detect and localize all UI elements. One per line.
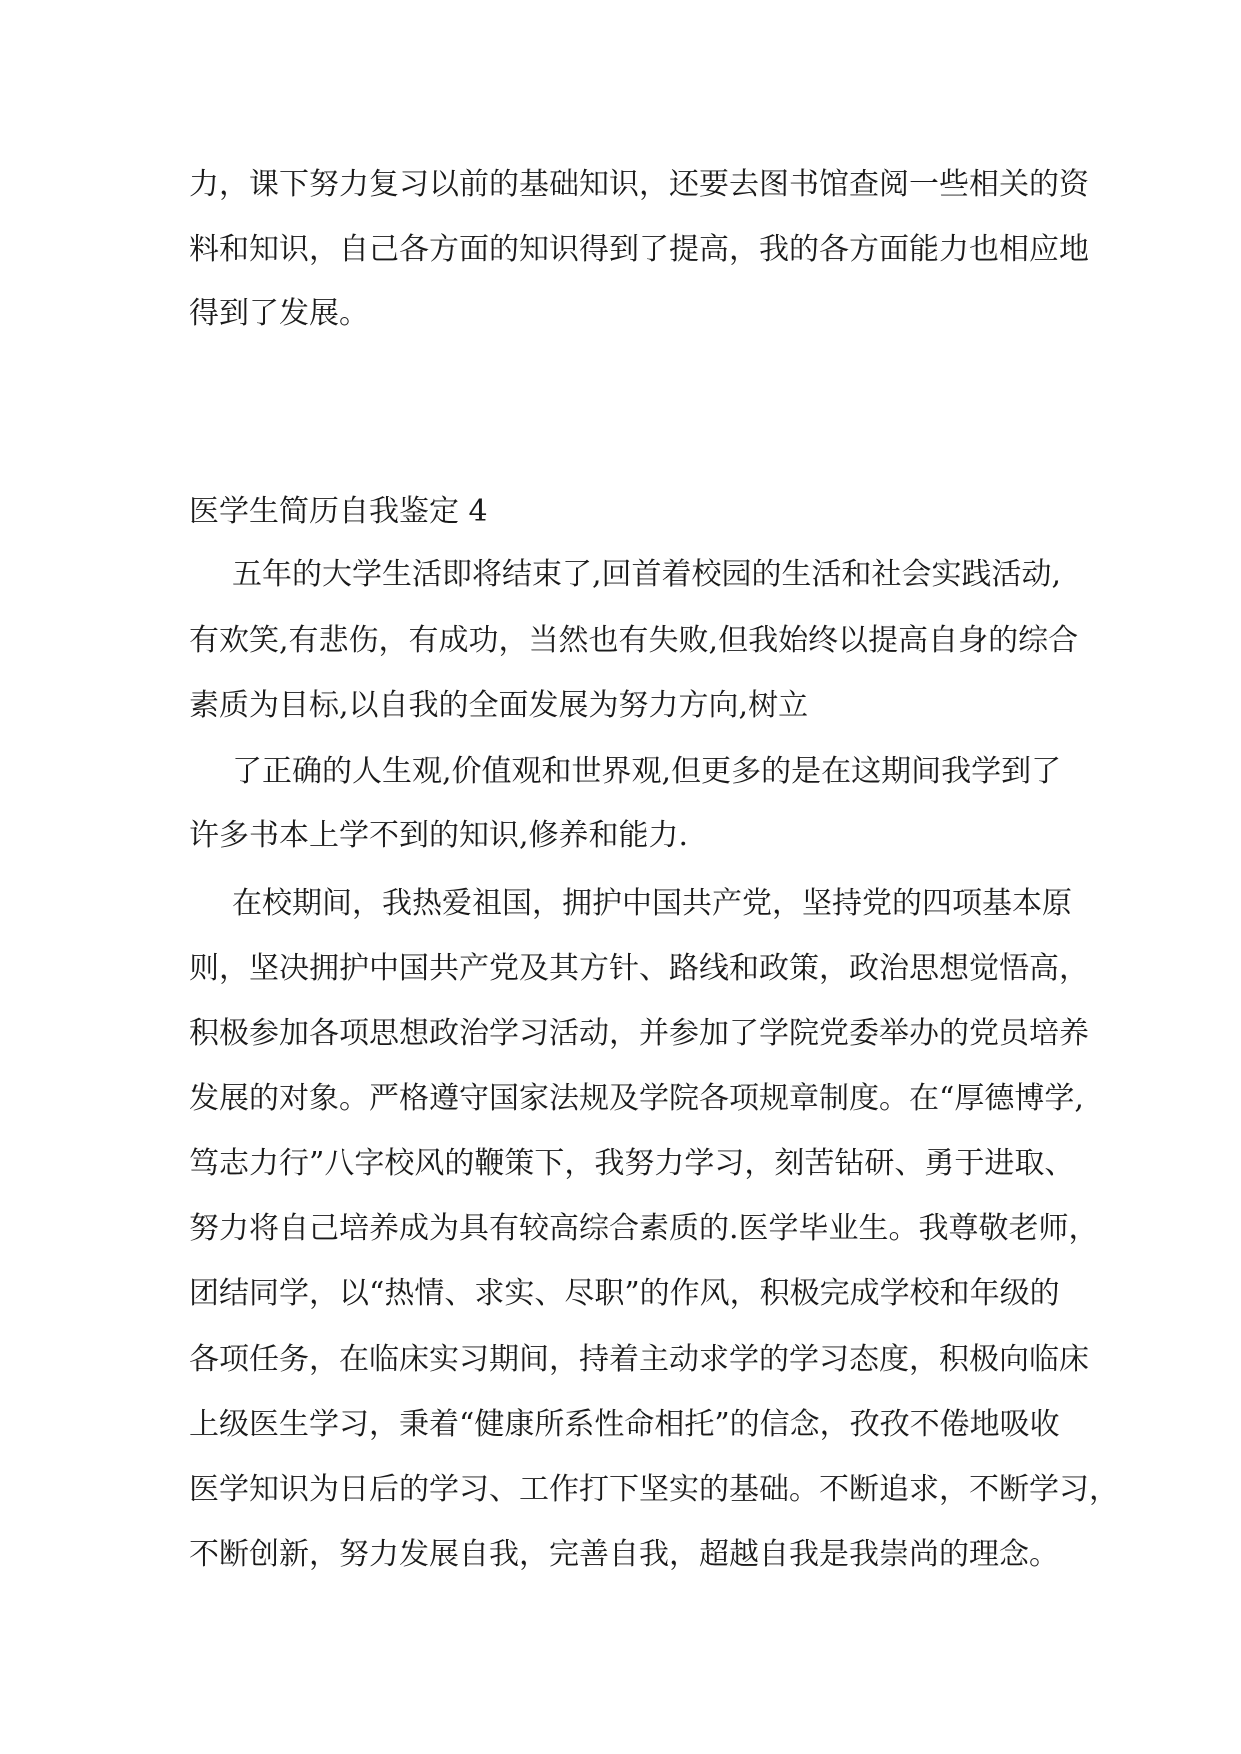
paragraph-line: 有欢笑,有悲伤，有成功，当然也有失败,但我始终以提高自身的综合 xyxy=(189,623,1079,658)
paragraph-line: 五年的大学生活即将结束了,回首着校园的生活和社会实践活动, xyxy=(232,557,1062,592)
paragraph-line: 各项任务，在临床实习期间，持着主动求学的学习态度，积极向临床 xyxy=(189,1342,1089,1377)
paragraph-line: 料和知识，自己各方面的知识得到了提高，我的各方面能力也相应地 xyxy=(189,232,1089,267)
paragraph-line: 积极参加各项思想政治学习活动，并参加了学院党委举办的党员培养 xyxy=(189,1016,1089,1051)
paragraph-line: 努力将自己培养成为具有较高综合素质的.医学毕业生。我尊敬老师， xyxy=(189,1211,1099,1246)
paragraph-line: 力，课下努力复习以前的基础知识，还要去图书馆查阅一些相关的资 xyxy=(189,167,1089,202)
paragraph-line: 医学知识为日后的学习、工作打下坚实的基础。不断追求，不断学习， xyxy=(189,1472,1119,1507)
paragraph-line: 许多书本上学不到的知识,修养和能力. xyxy=(189,818,689,853)
section-title: 医学生简历自我鉴定 4 xyxy=(189,494,488,529)
paragraph-line: 在校期间，我热爱祖国，拥护中国共产党，坚持党的四项基本原 xyxy=(232,886,1072,921)
paragraph-line: 素质为目标,以自我的全面发展为努力方向,树立 xyxy=(189,688,809,723)
paragraph-line: 发展的对象。严格遵守国家法规及学院各项规章制度。在“厚德博学, xyxy=(189,1081,1084,1116)
paragraph-line: 团结同学，以“热情、求实、尽职”的作风，积极完成学校和年级的 xyxy=(189,1276,1060,1311)
paragraph-line: 得到了发展。 xyxy=(189,296,369,331)
paragraph-line: 上级医生学习，秉着“健康所系性命相托”的信念，孜孜不倦地吸收 xyxy=(189,1407,1060,1442)
paragraph-line: 则，坚决拥护中国共产党及其方针、路线和政策，政治思想觉悟高， xyxy=(189,951,1089,986)
paragraph-line: 笃志力行”八字校风的鞭策下，我努力学习，刻苦钻研、勇于进取、 xyxy=(189,1146,1075,1181)
paragraph-line: 不断创新，努力发展自我，完善自我，超越自我是我崇尚的理念。 xyxy=(189,1537,1059,1572)
paragraph-line: 了正确的人生观,价值观和世界观,但更多的是在这期间我学到了 xyxy=(232,754,1062,789)
